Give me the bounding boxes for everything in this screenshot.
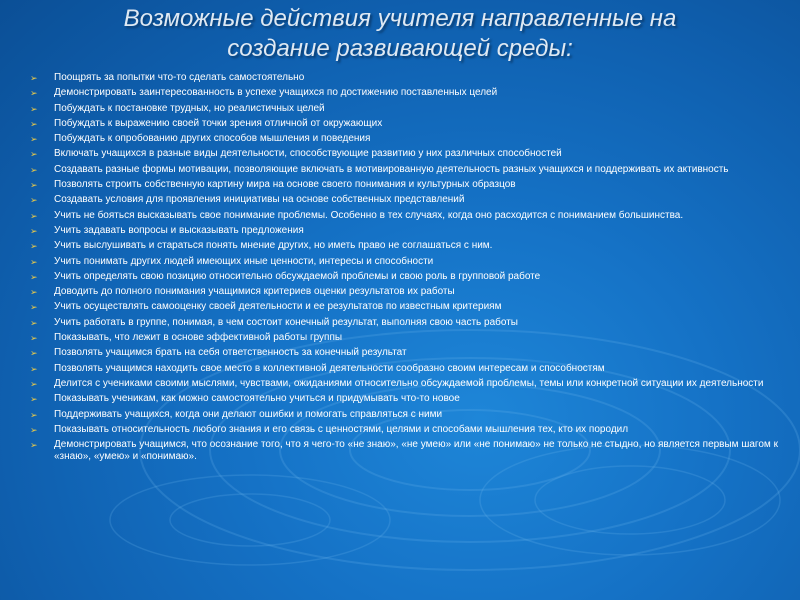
bullet-item [30,378,780,390]
bullet-item [30,393,780,405]
arrowhead-bullet-icon: ➢ [30,378,38,389]
bullet-text: Создавать условия для проявления инициативы на основе собственных представлений [54,194,465,206]
arrowhead-bullet-icon: ➢ [30,180,38,191]
arrowhead-bullet-icon: ➢ [30,302,38,313]
arrowhead-bullet-icon: ➢ [30,118,38,129]
bullet-list [30,72,780,467]
bullet-text: Учить не бояться высказывать свое понимание проблемы. Особенно в тех случаях, когда оно расходится с пониманием большинства. [54,209,684,221]
bullet-item [30,240,780,252]
bullet-item [30,164,780,176]
arrowhead-bullet-icon: ➢ [30,210,38,221]
arrowhead-bullet-icon: ➢ [30,225,38,236]
bullet-text: Побуждать к постановке трудных, но реалистичных целей [54,102,325,114]
bullet-text: Доводить до полного понимания учащимися критериев оценки результатов их работы [54,286,455,298]
arrowhead-bullet-icon: ➢ [30,424,38,435]
bullet-text: Позволять строить собственную картину мира на основе своего понимания и культурных образцов [54,179,516,191]
bullet-text: Учить задавать вопросы и высказывать предложения [54,224,304,236]
bullet-item [30,103,780,115]
bullet-text: Побуждать к выражению своей точки зрения отличной от окружающих [54,117,383,129]
arrowhead-bullet-icon: ➢ [30,164,38,175]
bullet-text: Поощрять за попытки что-то сделать самостоятельно [54,72,305,83]
bullet-item [30,148,780,160]
bullet-text: Делится с учениками своими мыслями, чувствами, ожиданиями относительно обсуждаемой проблемы, темы или конкретной ситуации их деятельности [54,377,764,389]
bullet-text: Учить выслушивать и стараться понять мнение других, но иметь право не соглашаться с ним. [54,240,493,252]
bullet-text: Демонстрировать учащимся, что осознание того, что я чего-то «не знаю», «не умею» или «не понимаю» не только не стыдно, но является первым шагом к «знаю», «умею» и «понимаю». [54,439,778,463]
bullet-item [30,424,780,436]
bullet-text: Показывать, что лежит в основе эффективной работы группы [54,332,343,344]
bullet-item [30,286,780,298]
arrowhead-bullet-icon: ➢ [30,317,38,328]
bullet-item [30,225,780,237]
bullet-text: Включать учащихся в разные виды деятельности, способствующие развитию у них различных способностей [54,148,562,160]
bullet-item [30,256,780,268]
bullet-item [30,179,780,191]
arrowhead-bullet-icon: ➢ [30,134,38,145]
arrowhead-bullet-icon: ➢ [30,409,38,420]
title-line-2: создание развивающей среды: [227,35,573,62]
arrowhead-bullet-icon: ➢ [30,440,38,451]
bullet-item [30,194,780,206]
bullet-item [30,72,780,84]
bullet-text: Учить понимать других людей имеющих иные ценности, интересы и способности [54,255,434,267]
bullet-item [30,118,780,130]
arrowhead-bullet-icon: ➢ [30,287,38,298]
slide-title [40,4,760,64]
arrowhead-bullet-icon: ➢ [30,195,38,206]
arrowhead-bullet-icon: ➢ [30,394,38,405]
bullet-item [30,317,780,329]
arrowhead-bullet-icon: ➢ [30,88,38,99]
arrowhead-bullet-icon: ➢ [30,103,38,114]
bullet-item [30,271,780,283]
arrowhead-bullet-icon: ➢ [30,149,38,160]
arrowhead-bullet-icon: ➢ [30,271,38,282]
bullet-text: Учить определять свою позицию относительно обсуждаемой проблемы и свою роль в групповой работе [54,270,541,282]
bullet-text: Показывать ученикам, как можно самостоятельно учиться и придумывать что-то новое [54,393,460,405]
bullet-item [30,439,780,463]
arrowhead-bullet-icon: ➢ [30,73,38,83]
bullet-text: Показывать относительность любого знания и его связь с ценностями, целями и способами мышления тех, кто их породил [54,423,629,435]
bullet-text: Побуждать к опробованию других способов мышления и поведения [54,133,371,145]
bullet-text: Позволять учащимся находить свое место в коллективной деятельности сообразно своим интересам и способностям [54,362,605,374]
arrowhead-bullet-icon: ➢ [30,333,38,344]
bullet-text: Создавать разные формы мотивации, позволяющие включать в мотивированную деятельность разных учащихся и поддерживать их активность [54,163,729,175]
bullet-item [30,332,780,344]
bullet-item [30,409,780,421]
title-line-1: Возможные действия учителя направленные на [123,5,677,32]
bullet-item [30,210,780,222]
arrowhead-bullet-icon: ➢ [30,363,38,374]
bullet-text: Позволять учащимся брать на себя ответственность за конечный результат [54,347,407,359]
bullet-text: Учить работать в группе, понимая, в чем состоит конечный результат, выполняя свою часть работы [54,316,518,328]
bullet-text: Демонстрировать заинтересованность в успехе учащихся по достижению поставленных целей [54,87,498,99]
bullet-item [30,347,780,359]
bullet-text: Поддерживать учащихся, когда они делают ошибки и помогать справляться с ними [54,408,443,420]
arrowhead-bullet-icon: ➢ [30,348,38,359]
bullet-item [30,87,780,99]
bullet-item [30,363,780,375]
arrowhead-bullet-icon: ➢ [30,241,38,252]
arrowhead-bullet-icon: ➢ [30,256,38,267]
bullet-item [30,301,780,313]
bullet-text: Учить осуществлять самооценку своей деятельности и ее результатов по известным критериям [54,301,502,313]
bullet-item [30,133,780,145]
